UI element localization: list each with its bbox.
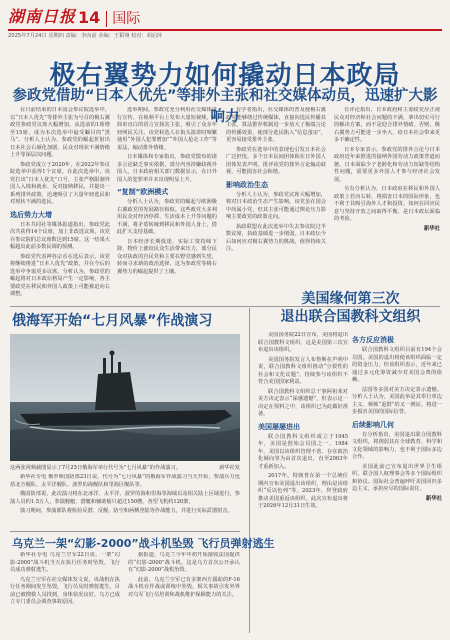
unesco-heading-3: 后续影响几何 (352, 420, 394, 429)
paragraph: 有学者指出，社交媒体的普及使极右翼政党能够绕过传统媒体，直接向选民传播其主张。算法推荐机制进一步放大了极端言论的传播效果，使部分选民陷入“信息茧房”，更容易接受排外主张。 (226, 107, 326, 143)
paragraph: 新华社专电 俄罗斯国防部23日说，代号为“七月风暴”的俄海军作战演习当天开始，参演兵力包括北方舰队、太平洋舰队、波罗的海舰队和里海区舰队等。 (10, 474, 240, 488)
lead-subhead: 参政党借助“日本人优先”等排外主张和社交媒体动员，迅速扩大影响力 (12, 88, 438, 125)
paragraph: 另有分析认为，日本政府在移民和外国人政策上若向右转，将损害日本的国际形象，也不利于其吸引海外人才和投资。如何在回应民意与坚持开放之间取得平衡，是日本政坛面临的考验。 (334, 186, 440, 222)
paragraph: 联合国教科文组织成立于1945年，美国是创始会员国之一。1984年，美国以该组织管理不善、存在政治化倾向等为由首次退出，直至2003年才重新加入。 (258, 433, 348, 470)
paragraph: 选举期间，参政党充分利用社交媒体进行宣传，在视频平台上发布大量短视频，以简单直白的语言宣扬其主张，吸引了众多年轻网民关注。该党候选人在街头演讲时频繁使用“外国人犯罪增加”“外国人抢走工作”等说法，煽动排外情绪。 (117, 107, 217, 151)
unesco-heading-1: 美国屡屡进出 (258, 422, 300, 431)
ukraine-column-2 (128, 552, 240, 634)
section-name: 国际 (106, 11, 140, 27)
lead-col3-heading: 影响政治生态 (226, 180, 268, 189)
paragraph: 参政党在选举中的表现也引发日本社会广泛担忧。多个日本民间团体和在日外国人团体发表声明，批评该党的排外言论煽动歧视，可能损害社会和谐。 (226, 146, 326, 175)
lead-col3-after (226, 192, 326, 254)
paragraph: 法国等多国对美方决定表示遗憾。分析人士认为，美国此举是其奉行单边主义、频频“退群”的又一例证，将进一步损害美国的国际信誉。 (352, 386, 442, 415)
unesco-after-2 (352, 347, 442, 417)
ukraine-col2-paragraphs (128, 552, 240, 599)
unesco-column-1 (258, 332, 348, 632)
lead-column-3 (226, 107, 326, 305)
lead-col4-paragraphs (334, 107, 440, 224)
lead-column-1 (10, 107, 110, 305)
lead-col1-after (10, 222, 110, 299)
paragraph: 美国此前已宣布退出世界卫生组织、联合国人权理事会等多个国际组织和协议。国际社会普遍呼吁美国回归多边主义，承担应尽的国际责任。 (352, 463, 442, 492)
paragraph: 分析人士认为，参政党的崛起与欧洲极右翼政党的发展路径相似。这些政党大多利用民众对经济停滞、生活成本上升等问题的不满，将矛盾转嫁到移民和外国人身上，借此扩大支持基础。 (117, 199, 217, 235)
paragraph: 参政党代表神谷宗币在选后表示，该党将继续推进“日本人优先”政策，并在今后的选举中争取更多议席。分析认为，参政党的崛起将对日本政坛格局产生一定影响，各主要政党在移民和外国人政策上可能被迫向右调整。 (10, 253, 110, 297)
lead-column-4 (334, 107, 440, 305)
lead-col3-paragraphs (226, 107, 326, 177)
headline-line: 退出联合国教科文组织 (280, 309, 421, 325)
paragraph: 日本共同社等媒体报道指出，参政党此次共获得14个议席，加上非改选议席，该党在参议院的总议席数达到15席。这一结果大幅超出此前多数民调的预测。 (10, 221, 110, 250)
paragraph: 演习期间，参演部队将检验反潜、反舰、防空和两栖登陆等作战能力，并进行实际武器射击。 (20, 508, 233, 514)
paragraph: 日本媒体和专家指出，参政党散布的诸多言论缺乏事实依据，部分内容涉嫌歧视外国人。日本政府相关部门数据显示，在日外国人的犯罪率并未出现明显上升。 (117, 154, 217, 183)
lead-byline: 新华社 (423, 225, 440, 232)
submarine-headline: 俄海军开始“七月风暴”作战演习 (12, 313, 213, 329)
newspaper-logo: 湖南日报 (8, 7, 77, 26)
paragraph: 在日前结束的日本国会参议院选举中，以“日本人优先”等排外主张为号召的极右翼政党参政党议席大幅增加，从选前的1席增至15席，成为本次选举中最受瞩目的“黑马”。分析人士认为，参政党的崛起折射出日本社会右倾化加剧、民众对现状不满情绪上升等深层次问题。 (10, 107, 110, 158)
unesco-heading-2: 各方反应消极 (352, 336, 394, 344)
paragraph: 有评论指出，日本政府和主要政党应正视民众对经济和社会问题的不满，拿出切实可行的解决方案，而不是迎合排外情绪。否则，极右翼势力可能进一步坐大，给日本社会带来更多不确定性。 (334, 107, 440, 143)
paragraph: 日本经济长期低迷，实际工资持续下降，物价上涨给民众生活带来压力，部分民众对执政的自民党和主要在野党感到失望，转而寻求新的政治选择。这为参政党等极右翼势力的崛起提供了土壤。 (117, 238, 217, 275)
paragraph: 执政联盟在此次选举中失去参议院过半数议席，执政基础进一步削弱。日本政坛今后如何应对极右翼势力的挑战，值得持续关注。 (226, 223, 326, 252)
caption-credit: 新华社发 (219, 465, 240, 471)
submarine-body (10, 474, 240, 530)
paragraph: 2017年，特朗普在第一个总统任期内宣布美国退出该组织，理由是该组织“反以色列”等。2023年，拜登政府推动美国重返该组织。此次宣布退出将于2026年12月31日生效。 (258, 473, 348, 509)
lead-col1-paragraphs (10, 107, 110, 207)
unesco-after-3 (352, 432, 442, 494)
ukraine-headline: 乌克兰一架“幻影-2000”战斗机坠毁 飞行员弹射逃生 (12, 537, 275, 550)
paragraph: 有分析指出，美国退出联合国教科文组织，将削弱其在全球教育、科学和文化领域的影响力，也不利于国际多边合作。 (352, 431, 442, 460)
paragraph: 乌克兰空军在社交媒体发文说，该战机在执行任务期间发生坠毁，飞行员及时弹射逃生，目前已被搜救人员找到，身体状况良好。乌方已成立专门委员会调查事故原因。 (10, 576, 120, 605)
unesco-paragraphs (258, 332, 348, 419)
submarine-paragraphs (10, 474, 240, 516)
lead-col2-after (117, 199, 217, 276)
submarine-photo (10, 334, 240, 461)
paragraph: 联合国教科文组织目前有194个会员国。美国的退出将使该组织面临一定的资金压力，但该组织表示，近年来已通过多元化筹资减少对美国会费的依赖。 (352, 347, 442, 383)
edition-meta: 2025年7月24日 星期四 责编：李向前 美编：王韬翔 校对：胡启萍 (8, 33, 163, 39)
paragraph: 参政党成立于2020年，在2022年参议院选举中获得1个议席。在此次选举中，该党打出“日本人优先”口号，主张严格限制外国人入境和就业、反对接纳移民，并提出一系列排外政策，迅速吸引了大量年轻选民和对现状不满的选民。 (10, 161, 110, 205)
lead-col2-paragraphs (117, 107, 217, 184)
ukraine-paragraphs (10, 552, 120, 607)
lead-col1-heading: 选后势力大增 (10, 210, 52, 219)
lead-column-2 (117, 107, 217, 305)
caption-text: 这两张视频截图显示了7月23日俄海军举行代号为“七月风暴”的作战演习。 (10, 465, 181, 471)
paragraph: 据报道，乌克兰今年年初开始接收法国提供的“幻影-2000”战斗机。这是乌方首次公开承认有“幻影-2000”战机坠毁。 (128, 552, 240, 573)
unesco-after-1 (258, 434, 348, 511)
lead-col2-heading: “复制”欧洲模式 (117, 188, 169, 196)
paragraph: 联合国教科文组织总干事阿祖莱对美方决定表示“深感遗憾”，但表示这一决定在预料之中，该组织已为此做好准备。 (258, 388, 348, 417)
paragraph: 此前，乌克兰空军已有多架西方援助的F-16战斗机在作战或训练中坠毁，相关事故引发外界对乌军飞行员培训和战机维护保障能力的关注。 (128, 576, 240, 598)
submarine-image (10, 334, 240, 461)
headline-line: 美国缘何第三次 (301, 291, 400, 307)
masthead-rule (8, 29, 442, 31)
paragraph: 俄国防部说，此次演习将在北冰洋、太平洋、波罗的海和里海等海域以及相关陆上区域进行，参演人员约1.5万人，参演舰艇、潜艇和辅助船只超过150艘，各型飞机约120架。 (10, 491, 240, 505)
vertical-divider (249, 308, 250, 633)
paragraph: 新华社专电 乌克兰空军22日说，一架“幻影-2000”战斗机当天在执行任务时坠毁，飞行员成功弹射逃生。 (10, 552, 120, 573)
unesco-byline: 新华社 (425, 495, 442, 502)
unesco-column-2 (352, 332, 442, 632)
article-divider (10, 531, 240, 532)
photo-caption (10, 464, 240, 471)
paragraph: 分析人士认为，参政党议席大幅增加，将对日本政治生态产生影响。该党虽在国会中尚属小党，但其主张可能通过舆论压力影响主要政党的政策走向。 (226, 191, 326, 220)
masthead (8, 5, 140, 27)
unesco-headline (258, 290, 443, 326)
paragraph: 美国国务院发言人布鲁斯在声明中说，联合国教科文组织推动“分裂性的社会和文化议题”，持续参与该组织不符合美国国家利益。 (258, 356, 348, 385)
paragraph: 美国国务院22日宣布，美国将退出联合国教科文组织。这是美国第三次宣布退出该组织。 (258, 332, 348, 353)
page-number: 14 (78, 8, 101, 27)
paragraph: 日本专家表示，参政党的排外言论与日本政府近年来推进的接纳外国劳动力政策背道而驰。日本面临少子老龄化和劳动力短缺等结构性问题，需要更多外国人才参与经济社会发展。 (334, 146, 440, 183)
unesco-headline-line (258, 290, 443, 326)
ukraine-column-1 (10, 552, 120, 634)
lead-headline: 极右翼势力如何撬动日本政局 (49, 61, 401, 91)
